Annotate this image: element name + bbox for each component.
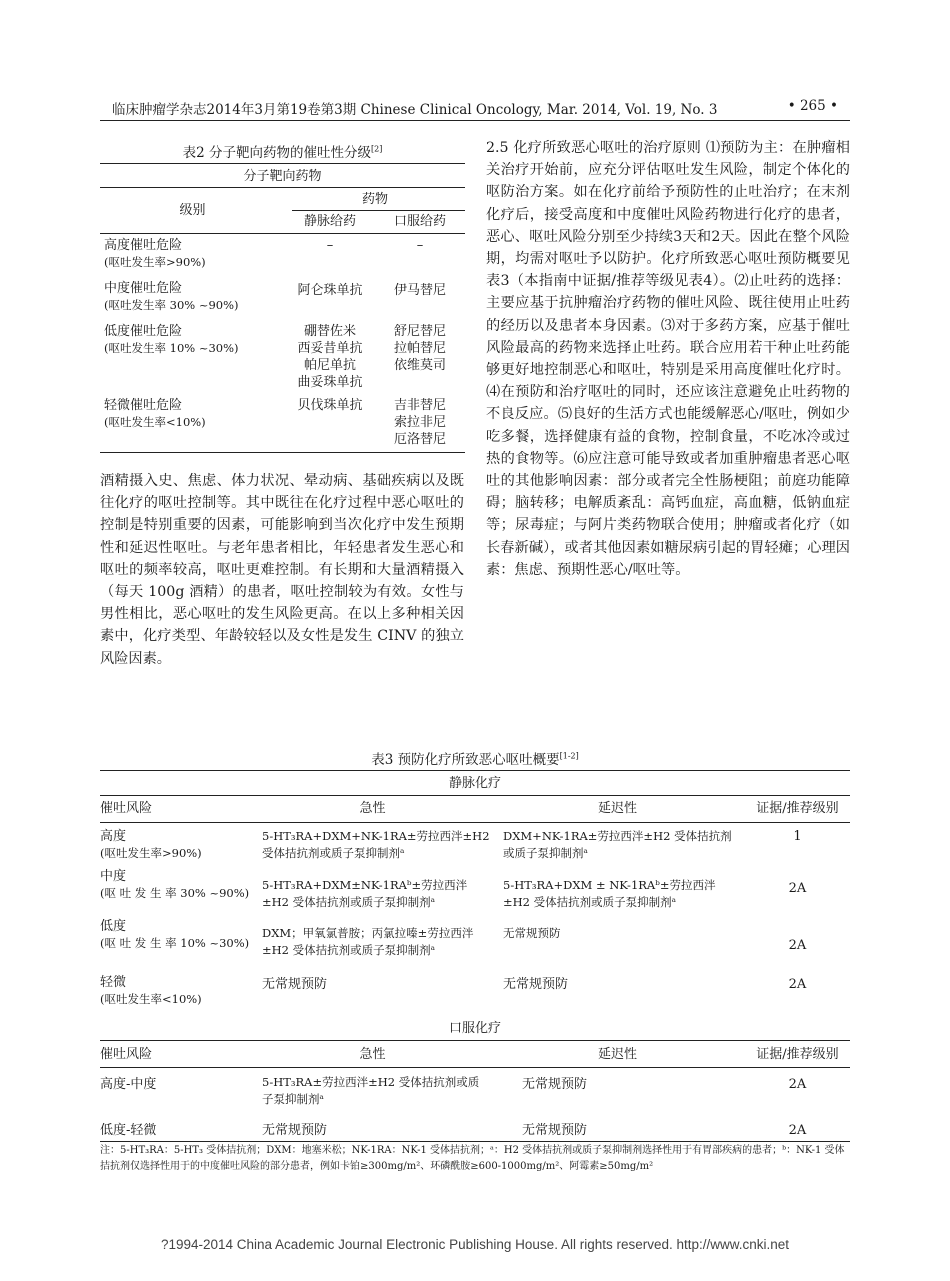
table-cell: – <box>326 238 334 253</box>
table-row: 轻微催吐危险 (呕吐发生率<10%) <box>104 398 206 429</box>
table-cell: 伊马替尼 <box>393 283 446 298</box>
table-cell: 无常规预防 <box>503 977 569 992</box>
table3-h-delayed-oral: 延迟性 <box>597 1047 637 1062</box>
table-row: 低度 (呕 吐 发 生 率 10% ~30%) <box>100 919 250 950</box>
table3-iv-title: 静脉化疗 <box>448 776 501 791</box>
table-row: 低度催吐危险 (呕吐发生率 10% ~30%) <box>104 324 239 355</box>
table-cell: DXM；甲氧氯普胺；丙氯拉嗪±劳拉西泮±H2 受体拮抗剂或质子泵抑制剂ᵃ <box>262 926 474 957</box>
table-row: 中度催吐危险 (呕吐发生率 30% ~90%) <box>104 281 239 312</box>
page-number: • 265 • <box>787 98 838 114</box>
table-cell: 5-HT₃RA+DXM±NK-1RAᵇ±劳拉西泮±H2 受体拮抗剂或质子泵抑制剂ᵃ <box>262 878 468 909</box>
table-cell: DXM+NK-1RA±劳拉西泮±H2 受体拮抗剂或质子泵抑制剂ᵃ <box>503 829 732 860</box>
table3-h-grade-oral: 证据/推荐级别 <box>756 1047 839 1062</box>
table3-rule <box>100 795 850 796</box>
table3-bottom-rule <box>100 1141 850 1142</box>
table-row: 低度-轻微 <box>100 1123 157 1138</box>
table2-bottom-rule <box>100 452 465 453</box>
table-cell: – <box>416 238 424 253</box>
table2-group-title: 分子靶向药物 <box>243 169 322 184</box>
table-row: 高度 (呕吐发生率>90%) <box>100 829 202 860</box>
journal-citation: 临床肿瘤学杂志2014年3月第19卷第3期 Chinese Clinical Oncology, Mar. 2014, Vol. 19, No. 3 <box>112 102 718 118</box>
table-row: 中度 (呕 吐 发 生 率 30% ~90%) <box>100 869 250 900</box>
table3-caption: 表3 预防化疗所致恶心呕吐概要[1-2] <box>371 751 579 768</box>
body-paragraph-right: 2.5 化疗所致恶心呕吐的治疗原则 ⑴预防为主：在肿瘤相关治疗开始前，应充分评估呕吐发生风险，制定个体化的呕防治方案。如在化疗前给予预防性的止吐治疗；在末剂化疗后，接受高度和中度催吐风险药物进行化疗的患者，恶心、呕吐风险分别至少持续3天和2天。因此在整个风险期，均需对呕吐予以防护。化疗所致恶心呕吐预防概要见表3（本指南中证据/推荐等级见表4）。⑵止吐药的选择：主要应基于抗肿瘤治疗药物的催吐风险、既往使用止吐药的经历以及患者本身因素。⑶对于多药方案，应基于催吐风险最高的药物来选择止吐药。联合应用若干种止吐药能够更好地控制恶心和呕吐，特别是采用高度催吐化疗时。⑷在预防和治疗呕吐的同时，还应该注意避免止吐药物的不良反应。⑸良好的生活方式也能缓解恶心/呕吐，例如少吃多餐，选择健康有益的食物，控制食量，不吃冰冷或过热的食物等。⑹应注意可能导致或者加重肿瘤患者恶心呕吐的其他影响因素：部分或者完全性肠梗阻；前庭功能障碍；脑转移；电解质紊乱：高钙血症，高血糖，低钠血症等；尿毒症；与阿片类药物联合使用；肿瘤或者化疗（如长春新碱），或者其他因素如糖尿病引起的胃轻瘫；心理因素：焦虑、预期性恶心/呕吐等。 <box>486 140 850 578</box>
table2-col-drug: 药物 <box>361 192 388 207</box>
table-cell: 阿仑珠单抗 <box>297 283 363 298</box>
table3-h-grade: 证据/推荐级别 <box>756 801 839 816</box>
table3-note: 注：5-HT₃RA：5-HT₃ 受体拮抗剂；DXM：地塞米松；NK-1RA：NK-1 受体拮抗剂；ᵃ：H2 受体拮抗剂或质子泵抑制剂选择性用于有胃部疾病的患者；ᵇ：NK-1 受体拮抗剂仅选择性用于的中度催吐风险的部分患者，例如卡铂≥300mg/m²、环磷酰胺≥600-1000mg/m²、阿霉素≥50mg/m² <box>100 1145 845 1172</box>
copyright-footer: ?1994-2014 China Academic Journal Electronic Publishing House. All rights reserved. http://www.cnki.net <box>160 1237 790 1252</box>
table2-col-oral: 口服给药 <box>393 214 446 229</box>
table2-col-level: 级别 <box>179 203 206 218</box>
table-cell: 2A <box>788 938 807 953</box>
table-cell: 5-HT₃RA+DXM+NK-1RA±劳拉西泮±H2 受体拮抗剂或质子泵抑制剂ᵃ <box>262 829 490 860</box>
table2-col-iv: 静脉给药 <box>303 214 356 229</box>
table3-h-acute-oral: 急性 <box>359 1047 386 1062</box>
table-cell: 无常规预防 <box>522 1077 588 1092</box>
header-rule <box>100 120 850 121</box>
table-cell: 2A <box>788 977 807 992</box>
table3-oral-rule <box>100 1040 850 1041</box>
table3-h-risk: 催吐风险 <box>100 801 153 816</box>
table-cell: 无常规预防 <box>522 1123 588 1138</box>
table2-head-rule <box>100 233 465 234</box>
table-cell: 无常规预防 <box>262 1123 328 1138</box>
table2-top-rule <box>100 163 465 164</box>
table-cell: 2A <box>788 1123 807 1138</box>
table3-head-rule <box>100 822 850 823</box>
table3-top-rule <box>100 770 850 771</box>
table-cell: 贝伐珠单抗 <box>297 398 363 413</box>
table2-rule <box>100 187 465 188</box>
table-cell: 5-HT₃RA±劳拉西泮±H2 受体拮抗剂或质子泵抑制剂ᵃ <box>262 1075 480 1106</box>
table3-h-acute: 急性 <box>359 801 386 816</box>
table2-caption: 表2 分子靶向药物的催吐性分级[2] <box>182 144 383 161</box>
table3-h-risk-oral: 催吐风险 <box>100 1047 153 1062</box>
table3-oral-head-rule <box>100 1067 850 1068</box>
table-cell: 5-HT₃RA+DXM ± NK-1RAᵇ±劳拉西泮±H2 受体拮抗剂或质子泵抑制剂ᵃ <box>503 878 716 909</box>
table-cell: 1 <box>793 829 802 844</box>
table-cell: 硼替佐米 西妥昔单抗 帕尼单抗 曲妥珠单抗 <box>297 324 363 390</box>
table-cell: 无常规预防 <box>262 977 328 992</box>
table3-h-delayed: 延迟性 <box>597 801 637 816</box>
table-cell: 2A <box>788 1077 807 1092</box>
table-cell: 舒尼替尼 拉帕替尼 依维莫司 <box>393 324 446 373</box>
table-row: 轻微 (呕吐发生率<10%) <box>100 975 202 1006</box>
table-row: 高度-中度 <box>100 1077 157 1092</box>
table-row: 高度催吐危险 (呕吐发生率>90%) <box>104 238 206 269</box>
body-paragraph-left: 酒精摄入史、焦虑、体力状况、晕动病、基础疾病以及既往化疗的呕吐控制等。其中既往在化疗过程中恶心呕吐的控制是特别重要的因素，可能影响到当次化疗中发生预期性和延迟性呕吐。与老年患者相比，年轻患者发生恶心和呕吐的频率较高，呕吐更难控制。有长期和大量酒精摄入（每天 100g 酒精）的患者，呕吐控制较为有效。女性与男性相比，恶心呕吐的发生风险更高。在以上多种相关因素中，化疗类型、年龄较轻以及女性是发生 CINV 的独立风险因素。 <box>100 473 464 667</box>
table-cell: 2A <box>788 881 807 896</box>
table-cell: 无常规预防 <box>503 926 561 940</box>
table-cell: 吉非替尼 索拉非尼 厄洛替尼 <box>393 398 446 447</box>
table3-oral-title: 口服化疗 <box>448 1021 501 1036</box>
table2-subrule <box>292 210 465 211</box>
